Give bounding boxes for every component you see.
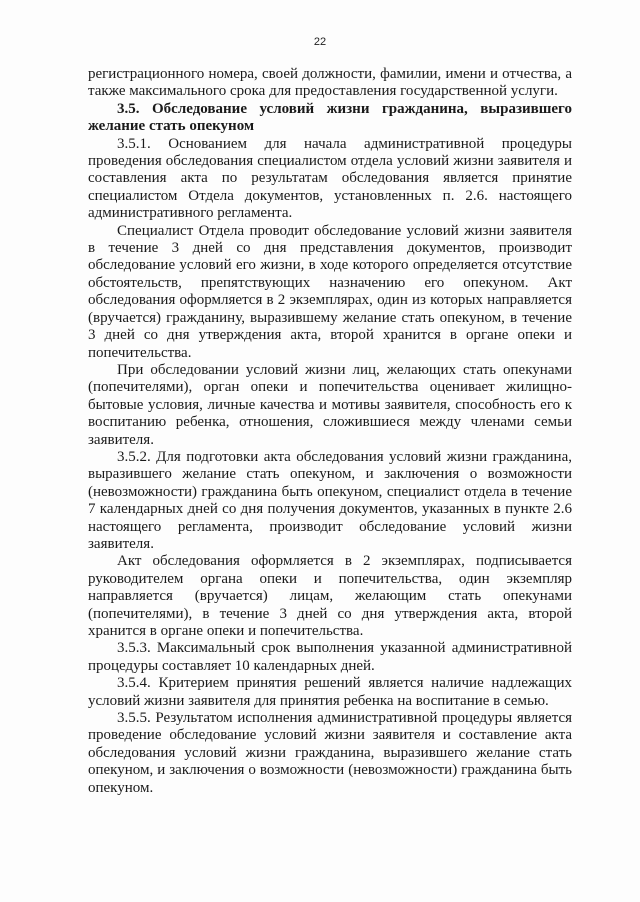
page-number: 22 (313, 36, 327, 48)
document-body (88, 66, 572, 797)
paragraph-3-5-3: 3.5.3. Максимальный срок выполнения указанной административной процедуры составляет 10 календарных дней. (88, 640, 572, 674)
intro-continuation-paragraph: регистрационного номера, своей должности, фамилии, имени и отчества, а также максимального срока для предоставления государственной услуги. (88, 66, 572, 100)
paragraph-act-execution: Акт обследования оформляется в 2 экземплярах, подписывается руководителем органа опеки и попечительства, один экземпляр направляется (вручается) лицам, желающим стать опекунами (попечителями), в течение 3 дней со дня утверждения акта, второй хранится в органе опеки и попечительства. (88, 553, 572, 639)
paragraph-3-5-4: 3.5.4. Критерием принятия решений является наличие надлежащих условий жизни заявителя для принятия ребенка на воспитание в семью. (88, 675, 572, 709)
paragraph-3-5-2: 3.5.2. Для подготовки акта обследования условий жизни гражданина, выразившего желание стать опекуном, и заключения о возможности (невозможности) гражданина быть опекуном, специалист отдела в течение 7 календарных дней со дня получения документов, указанных в пункте 2.6 настоящего регламента, производит обследование условий жизни заявителя. (88, 448, 572, 552)
paragraph-inspection-procedure: Специалист Отдела проводит обследование условий жизни заявителя в течение 3 дней со дня представления документов, производит обследование условий его жизни, в ходе которого определяется отсутствие обстоятельств, препятствующих назначению его опекуном. Акт обследования оформляется в 2 экземплярах, один из которых направляется (вручается) гражданину, выразившему желание стать опекуном, в течение 3 дней со дня утверждения акта, второй хранится в органе опеки и попечительства. (88, 222, 572, 361)
section-heading: 3.5. Обследование условий жизни гражданина, выразившего желание стать опекуном (88, 100, 572, 135)
paragraph-3-5-5: 3.5.5. Результатом исполнения административной процедуры является проведение обследование условий жизни заявителя и составление акта обследования условий жизни гражданина, выразившего желание стать опекуном, и заключения о возможности (невозможности) гражданина быть опекуном. (88, 710, 572, 796)
paragraph-inspection-criteria: При обследовании условий жизни лиц, желающих стать опекунами (попечителями), орган опеки и попечительства оценивает жилищно-бытовые условия, личные качества и мотивы заявителя, способность его к воспитанию ребенка, отношения, сложившиеся между членами семьи заявителя. (88, 361, 572, 448)
paragraph-3-5-1: 3.5.1. Основанием для начала административной процедуры проведения обследования специалистом отдела условий жизни заявителя и составления акта по результатам обследования является принятие специалистом Отдела документов, установленных п. 2.6. настоящего административного регламента. (88, 135, 572, 222)
